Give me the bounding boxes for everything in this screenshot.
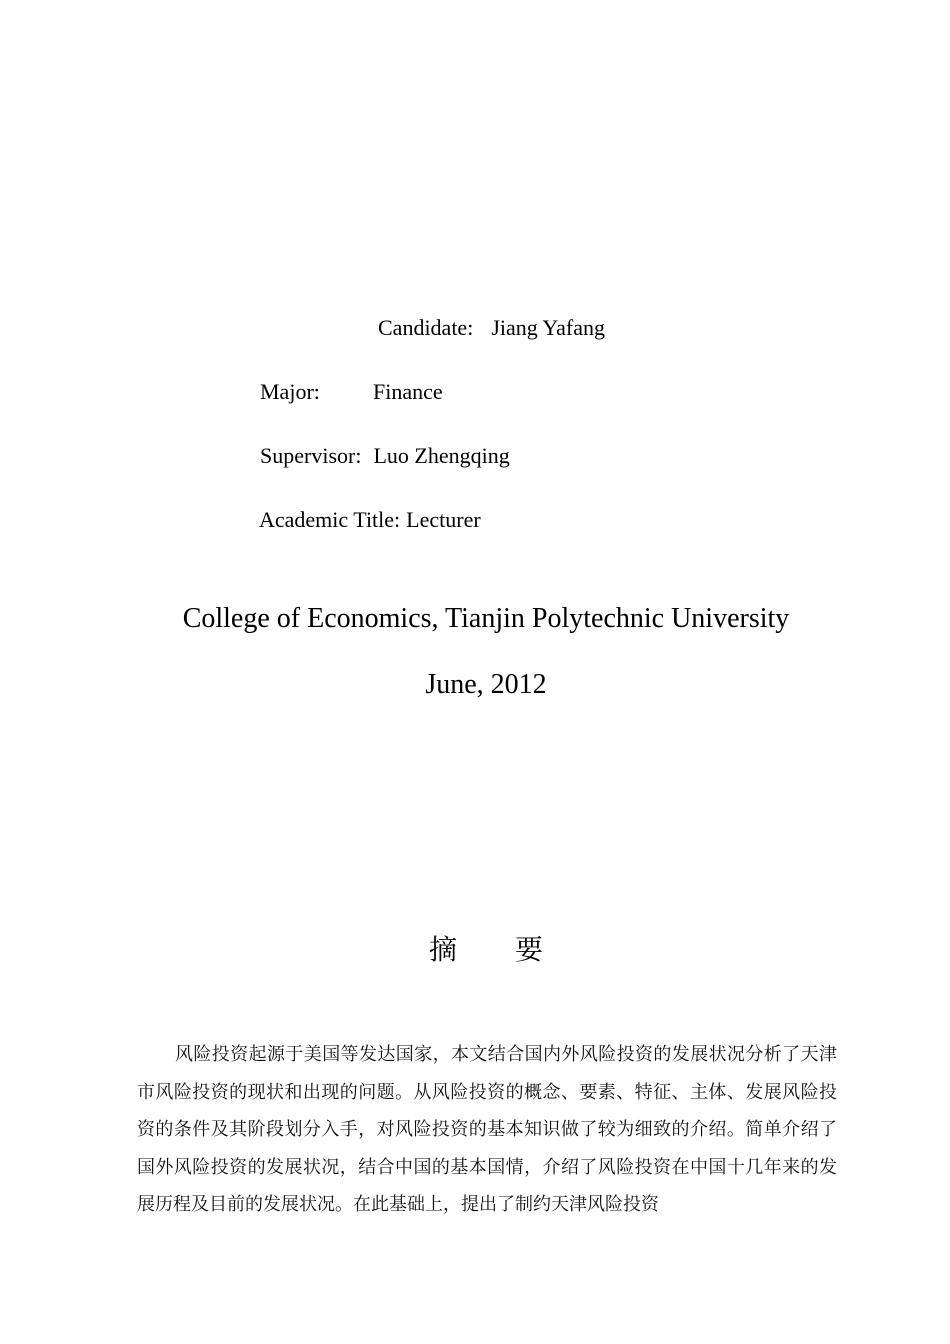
abstract-paragraph: 风险投资起源于美国等发达国家，本文结合国内外风险投资的发展状况分析了天津市风险投资的现状和出现的问题。从风险投资的概念、要素、特征、主体、发展风险投资的条件及其阶段划分入手，对风险投资的基本知识做了较为细致的介绍。简单介绍了国外风险投资的发展状况，结合中国的基本国情，介绍了风险投资在中国十几年来的发展历程及目前的发展状况。在此基础上，提出了制约天津风险投资 bbox=[137, 1044, 837, 1215]
major-line bbox=[249, 350, 443, 406]
candidate-name: Jiang Yafang bbox=[491, 315, 605, 340]
supervisor-name: Luo Zhengqing bbox=[373, 443, 510, 468]
candidate-line bbox=[367, 286, 605, 342]
abstract-heading bbox=[0, 932, 950, 968]
institution-name: College of Economics, Tianjin Polytechnic University bbox=[182, 603, 790, 634]
academic-title-line bbox=[248, 478, 481, 534]
abstract-body bbox=[137, 1036, 837, 1224]
major-label: Major: bbox=[260, 379, 320, 404]
supervisor-label: Supervisor: bbox=[260, 443, 362, 468]
abstract-heading-char-2: 要 bbox=[515, 933, 544, 966]
abstract-heading-char-1: 摘 bbox=[428, 933, 457, 966]
academic-title-label: Academic Title: bbox=[259, 507, 401, 532]
academic-title-value: Lecturer bbox=[406, 507, 481, 532]
candidate-label: Candidate: bbox=[378, 315, 474, 340]
major-value: Finance bbox=[373, 379, 443, 404]
submission-date: June, 2012 bbox=[425, 669, 547, 700]
supervisor-line bbox=[249, 414, 510, 470]
